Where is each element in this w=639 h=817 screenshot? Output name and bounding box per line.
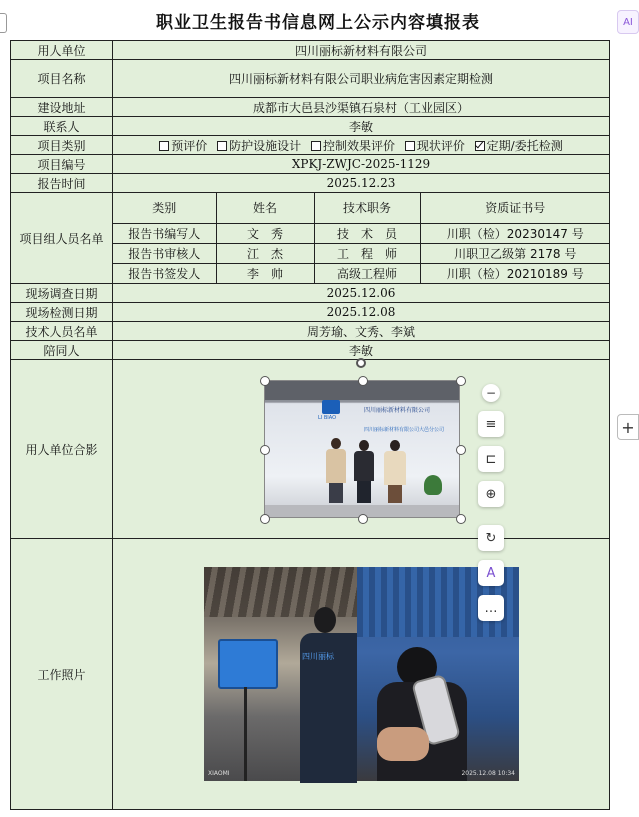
- employer-value[interactable]: 四川丽标新材料有限公司: [113, 41, 610, 60]
- project-name-value[interactable]: 四川丽标新材料有限公司职业病危害因素定期检测: [113, 60, 610, 98]
- resize-handle[interactable]: [260, 514, 270, 524]
- image-toolbar-lower: [478, 525, 504, 630]
- project-no-value[interactable]: XPKJ-ZWJC-2025-1129: [113, 155, 610, 174]
- resize-handle[interactable]: [358, 514, 368, 524]
- member-cert[interactable]: 川职（检）20230147 号: [420, 223, 610, 243]
- watermark-right: 2025.12.08 10:34: [461, 770, 515, 777]
- row-project-name: [11, 60, 610, 98]
- type-option-periodic[interactable]: [475, 139, 563, 153]
- address-value[interactable]: 成都市大邑县沙渠镇石泉村（工业园区）: [113, 98, 610, 117]
- member-category: 报告书审核人: [113, 243, 216, 263]
- test-date-value[interactable]: 2025.12.08: [113, 303, 610, 322]
- type-option-label: 定期/委托检测: [486, 138, 563, 153]
- type-option-label: 控制效果评价: [322, 138, 395, 153]
- resize-handle[interactable]: [456, 514, 466, 524]
- member-category: 报告书编写人: [113, 223, 216, 243]
- team-header-row: [113, 193, 610, 223]
- sign-text-secondary: 四川丽标新材料有限公司大邑分公司: [364, 427, 445, 433]
- ai-button[interactable]: AI: [617, 10, 639, 34]
- row-project-type: [11, 136, 610, 155]
- page-title: 职业卫生报告书信息网上公示内容填报表: [156, 13, 480, 33]
- contact-label: 联系人: [11, 117, 113, 136]
- test-date-label: 现场检测日期: [11, 303, 113, 322]
- rotate-handle-icon[interactable]: [356, 358, 366, 368]
- work-photo-left[interactable]: [204, 567, 357, 781]
- resize-handle[interactable]: [260, 376, 270, 386]
- team-label: 项目组人员名单: [11, 193, 113, 284]
- ocr-icon[interactable]: A: [478, 560, 504, 586]
- team-header-cert: 资质证书号: [420, 193, 610, 223]
- member-category: 报告书签发人: [113, 263, 216, 283]
- work-photos-cell: [113, 530, 610, 810]
- type-option-pre[interactable]: [159, 139, 207, 153]
- contact-value[interactable]: 李敏: [113, 117, 610, 136]
- team-row: [113, 223, 610, 243]
- row-contact: [11, 117, 610, 136]
- team-row: [113, 263, 610, 283]
- row-work-photos: [11, 539, 610, 810]
- row-team: [11, 193, 610, 284]
- tripod-icon: [244, 687, 247, 781]
- group-photo-label: 用人单位合影: [11, 360, 113, 539]
- watermark-left: XIAOMI: [208, 770, 230, 777]
- member-name[interactable]: 文 秀: [216, 223, 314, 243]
- row-group-photo: [11, 360, 610, 539]
- member-title[interactable]: 工 程 师: [314, 243, 420, 263]
- type-option-label: 现状评价: [416, 138, 465, 153]
- type-option-label: 防护设施设计: [229, 138, 302, 153]
- member-name[interactable]: 江 杰: [216, 243, 314, 263]
- layout-icon[interactable]: ≡: [478, 411, 504, 437]
- type-option-design[interactable]: [217, 139, 301, 153]
- resize-handle[interactable]: [456, 445, 466, 455]
- row-survey-date: [11, 284, 610, 303]
- team-header-category: 类别: [113, 193, 216, 223]
- resize-handle[interactable]: [260, 445, 270, 455]
- add-button[interactable]: +: [617, 414, 639, 440]
- minus-icon[interactable]: −: [482, 384, 500, 402]
- rotate-icon[interactable]: ↻: [478, 525, 504, 551]
- hand: [377, 727, 429, 761]
- team-row: [113, 243, 610, 263]
- member-name[interactable]: 李 帅: [216, 263, 314, 283]
- crop-icon[interactable]: ⊏: [478, 446, 504, 472]
- image-selection-box[interactable]: [264, 380, 460, 518]
- resize-handle[interactable]: [358, 376, 368, 386]
- row-project-no: [11, 155, 610, 174]
- survey-date-label: 现场调查日期: [11, 284, 113, 303]
- row-escort: [11, 341, 610, 360]
- escort-label: 陪同人: [11, 341, 113, 360]
- vest-text: 四川丽标: [302, 652, 334, 661]
- team-header-title: 技术职务: [314, 193, 420, 223]
- info-table: [10, 40, 610, 810]
- type-option-status[interactable]: [405, 139, 465, 153]
- row-report-time: [11, 174, 610, 193]
- detector-device-icon: [218, 639, 278, 689]
- zoom-icon[interactable]: ⊕: [478, 481, 504, 507]
- team-table-cell: [113, 193, 610, 284]
- member-cert[interactable]: 川职（检）20210189 号: [446, 266, 584, 281]
- logo-text: LI BIAO: [318, 415, 337, 421]
- survey-date-value[interactable]: 2025.12.06: [113, 284, 610, 303]
- row-test-date: [11, 303, 610, 322]
- type-option-label: 预评价: [171, 138, 208, 153]
- technicians-value[interactable]: 周芳瑜、文秀、李斌: [113, 322, 610, 341]
- technician-figure: [300, 607, 357, 781]
- row-technicians: [11, 322, 610, 341]
- work-photos-label: 工作照片: [11, 539, 113, 810]
- escort-value[interactable]: 李敏: [113, 341, 610, 360]
- checkbox-icon[interactable]: [217, 141, 227, 151]
- group-photo-cell: [113, 360, 610, 539]
- team-table: [113, 193, 610, 283]
- checkbox-icon[interactable]: [159, 141, 169, 151]
- project-type-options: [113, 136, 610, 155]
- row-address: [11, 98, 610, 117]
- more-icon[interactable]: …: [478, 595, 504, 621]
- row-employer: [11, 41, 610, 60]
- technicians-label: 技术人员名单: [11, 322, 113, 341]
- checkbox-icon[interactable]: [311, 141, 321, 151]
- employer-label: 用人单位: [11, 41, 113, 60]
- team-header-name: 姓名: [216, 193, 314, 223]
- member-title[interactable]: 高级工程师: [314, 263, 420, 283]
- checkbox-checked-icon[interactable]: [475, 141, 485, 151]
- address-label: 建设地址: [11, 98, 113, 117]
- sign-text: 四川丽标新材料有限公司: [364, 407, 431, 414]
- checkbox-icon[interactable]: [405, 141, 415, 151]
- project-type-label: 项目类别: [11, 136, 113, 155]
- report-time-label: 报告时间: [11, 174, 113, 193]
- member-cert[interactable]: 川职卫乙级第 2178 号: [420, 243, 610, 263]
- member-title[interactable]: 技 术 员: [314, 223, 420, 243]
- project-name-label: 项目名称: [11, 60, 113, 98]
- image-toolbar: [478, 384, 504, 516]
- type-option-control[interactable]: [311, 139, 395, 153]
- project-no-label: 项目编号: [11, 155, 113, 174]
- resize-handle[interactable]: [456, 376, 466, 386]
- report-time-value[interactable]: 2025.12.23: [113, 174, 610, 193]
